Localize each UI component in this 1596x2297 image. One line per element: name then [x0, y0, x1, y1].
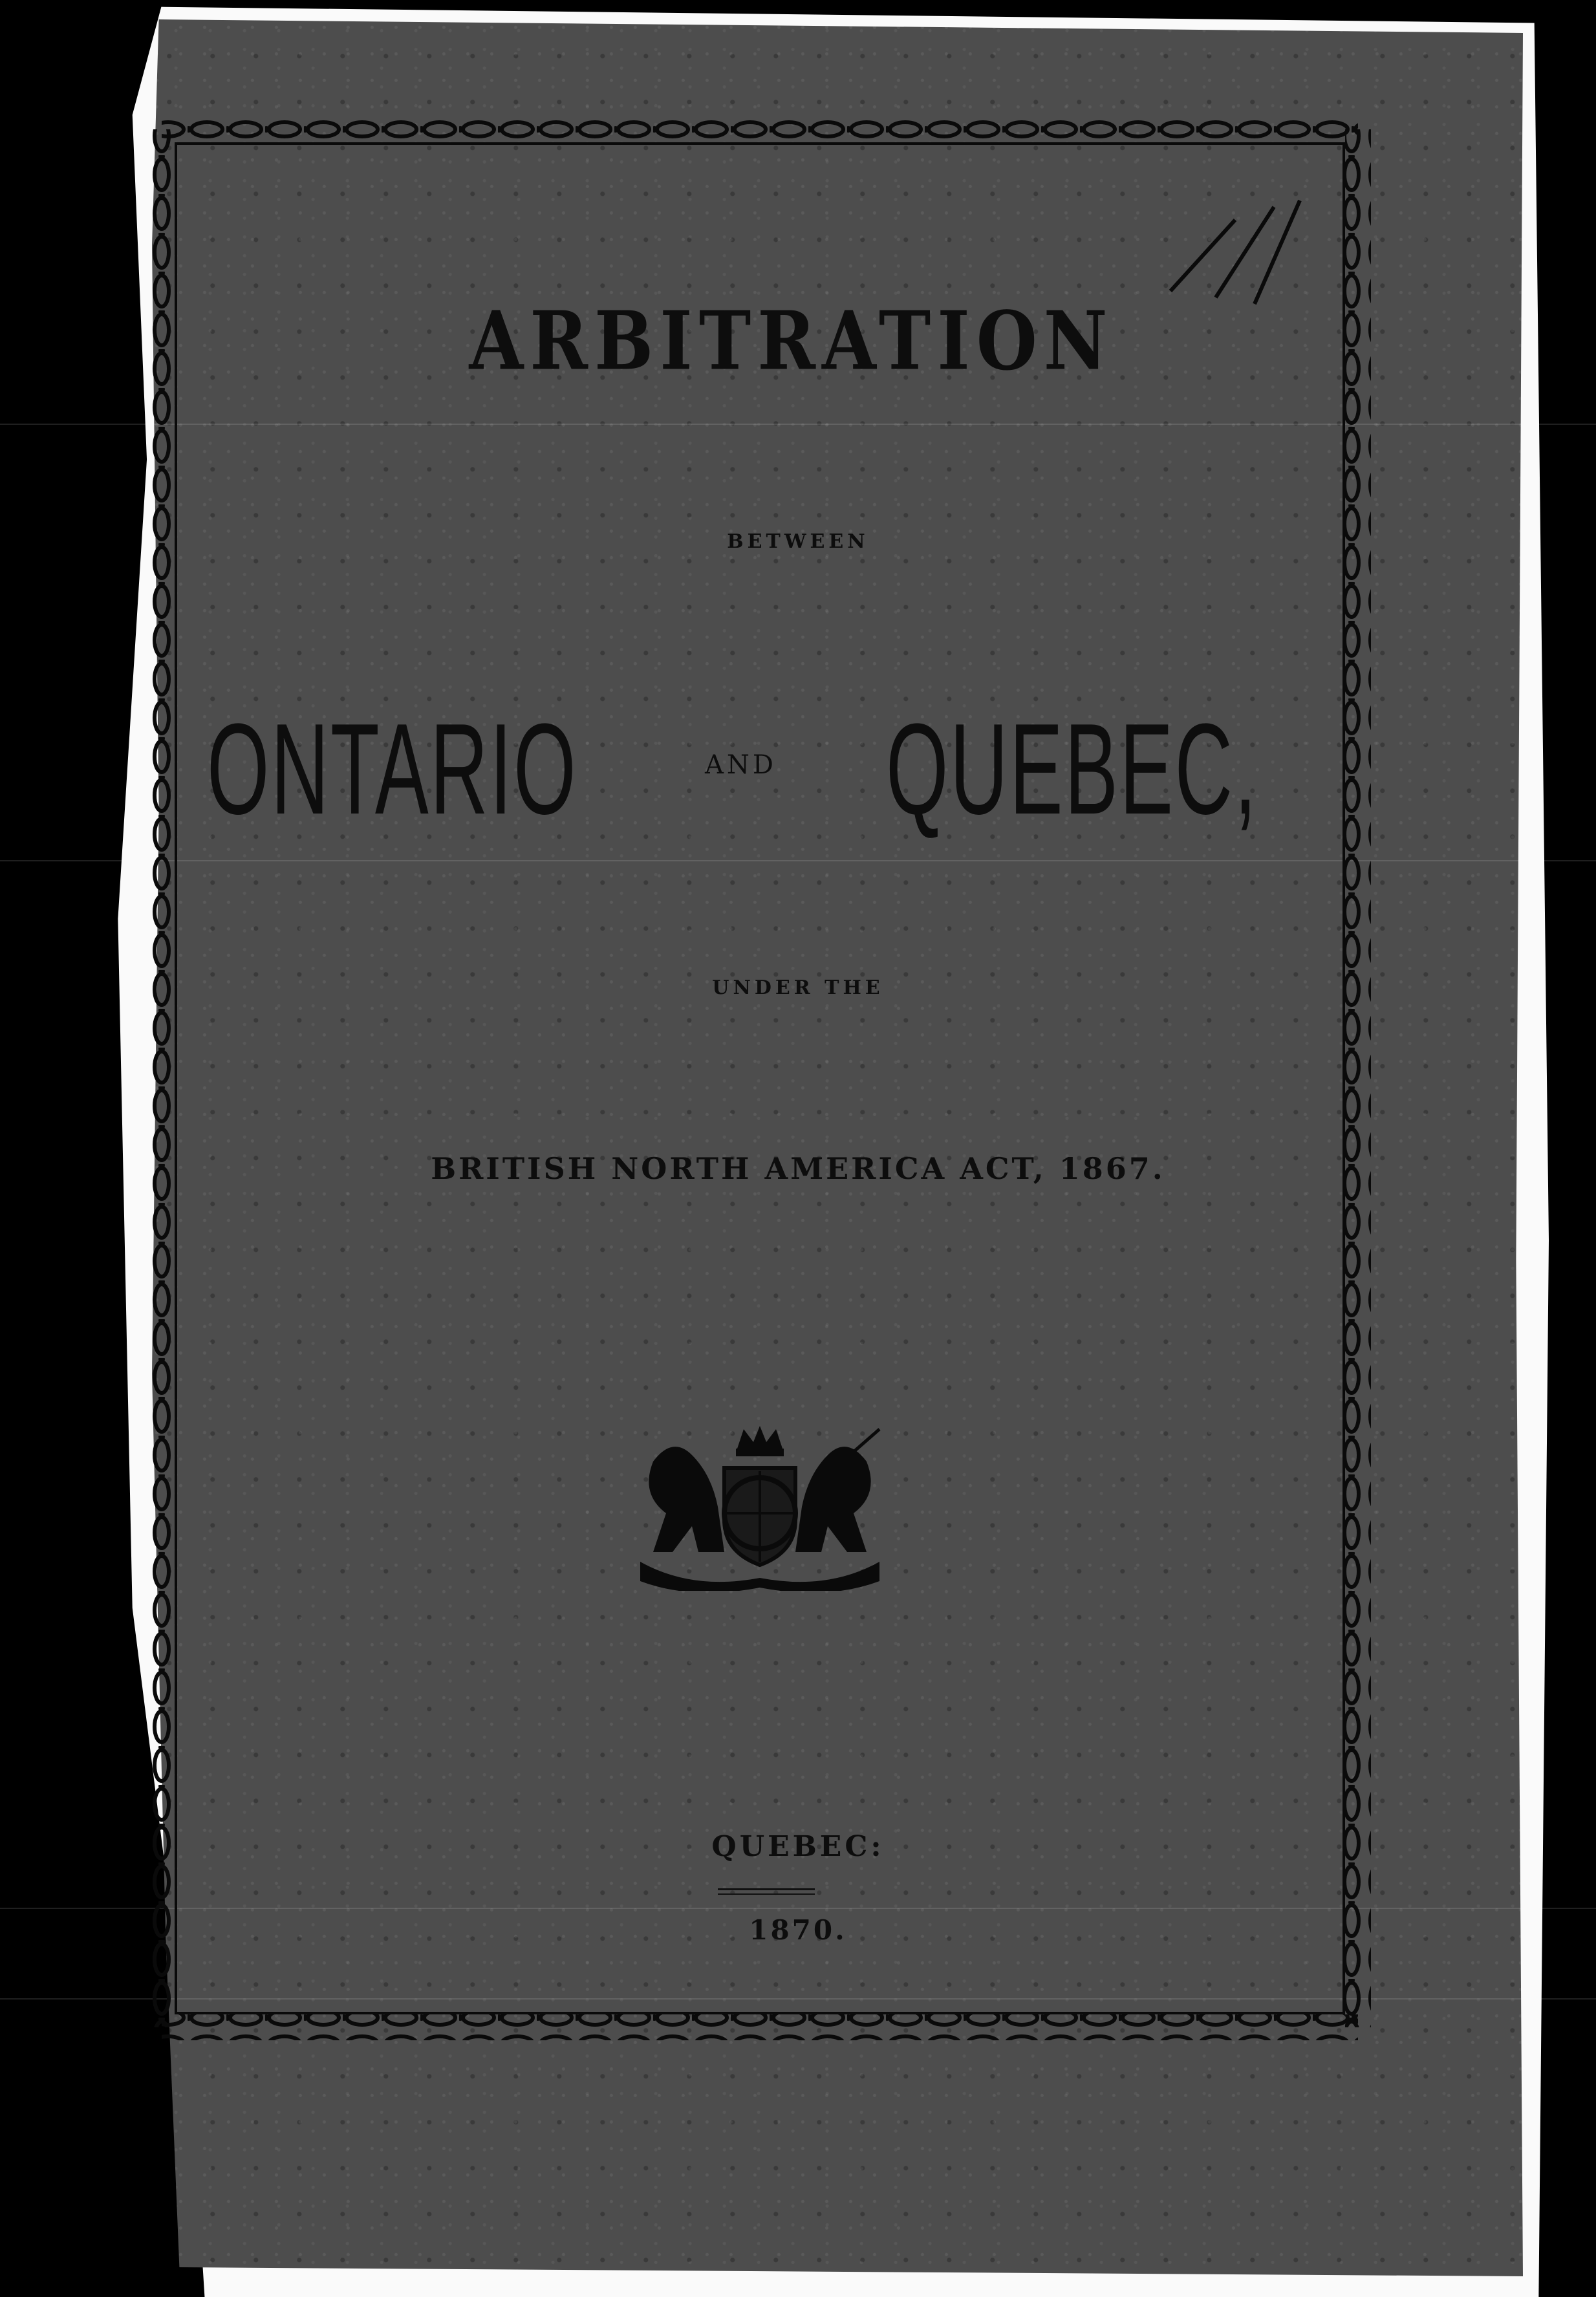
conjunction: AND: [705, 750, 777, 780]
party-one: ONTARIO: [207, 697, 578, 841]
imprint-place: QUEBEC:: [711, 1830, 885, 1863]
between-label: BETWEEN: [727, 530, 869, 553]
royal-coat-of-arms-icon: [627, 1423, 892, 1591]
ornamental-border: [149, 116, 1371, 2040]
act-name: BRITISH NORTH AMERICA ACT, 1867.: [431, 1151, 1165, 1186]
party-two: QUEBEC,: [886, 697, 1258, 841]
handwritten-mark: [1164, 194, 1306, 310]
imprint-year: 1870.: [749, 1914, 847, 1946]
imprint-rule: [718, 1888, 815, 1895]
under-label: UNDER THE: [712, 976, 884, 999]
parties-line: [207, 692, 1306, 847]
title: ARBITRATION: [469, 294, 1114, 389]
